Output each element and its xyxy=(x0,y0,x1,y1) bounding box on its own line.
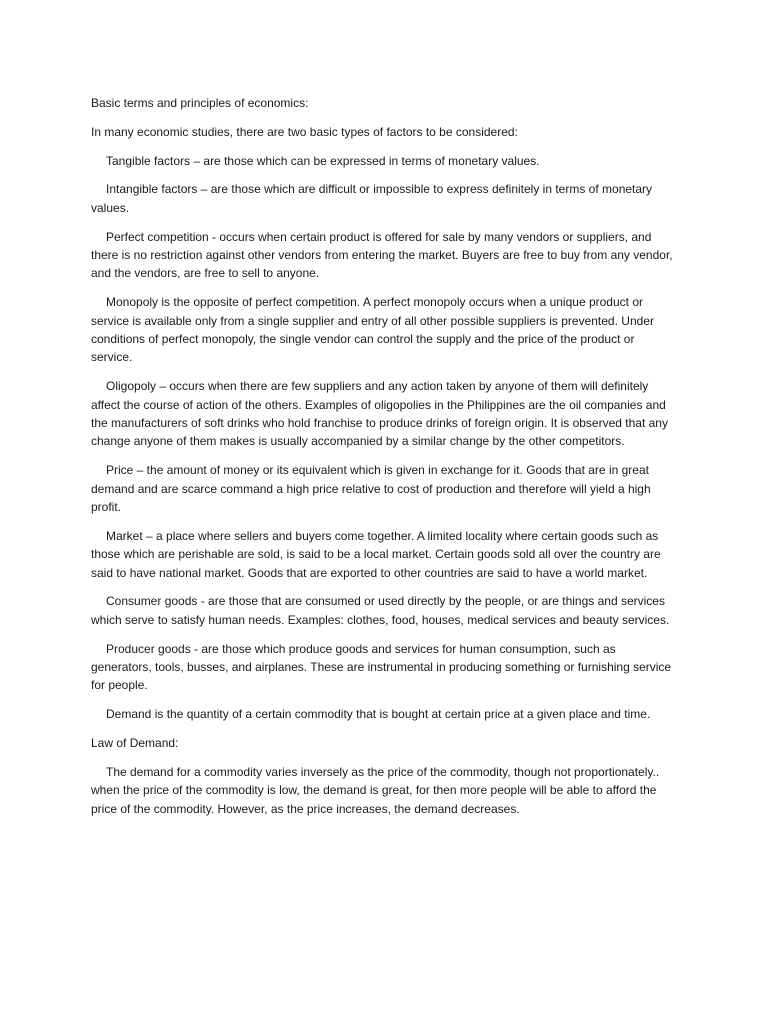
paragraph-producer-goods: Producer goods - are those which produce goods and services for human consumption, such as generators, tools, busses, and airplanes. These are instrumental in producing something or furnishing service for people. xyxy=(91,641,672,693)
paragraph-tangible-factors: Tangible factors – are those which can be expressed in terms of monetary values. xyxy=(106,153,540,168)
intro-paragraph: In many economic studies, there are two basic types of factors to be considered: xyxy=(91,124,518,139)
law-of-demand-heading: Law of Demand: xyxy=(91,736,179,751)
paragraph-monopoly: Monopoly is the opposite of perfect competition. A perfect monopoly occurs when a unique product or service is available only from a single supplier and entry of all other possible suppliers is prevented. Under conditions of perfect monopoly, the single vendor can control the supply and the price of the product or service. xyxy=(91,295,654,365)
paragraph-intangible-factors: Intangible factors – are those which are difficult or impossible to express definitely in terms of monetary values. xyxy=(91,182,653,215)
document-page xyxy=(91,94,679,828)
law-of-demand-paragraph: The demand for a commodity varies inversely as the price of the commodity, though not proportionately.. when the price of the commodity is low, the demand is great, for then more people will be able to afford the price of the commodity. However, as the price increases, the demand decreases. xyxy=(91,764,660,816)
paragraph-perfect-competition: Perfect competition - occurs when certain product is offered for sale by many vendors or suppliers, and there is no restriction against other vendors from entering the market. Buyers are free to buy from any vendor, and the vendors, are free to sell to anyone. xyxy=(91,229,673,281)
paragraph-demand: Demand is the quantity of a certain commodity that is bought at certain price at a given place and time. xyxy=(106,707,651,722)
document-heading: Basic terms and principles of economics: xyxy=(91,96,309,110)
paragraph-oligopoly: Oligopoly – occurs when there are few suppliers and any action taken by anyone of them will definitely affect the course of action of the others. Examples of oligopolies in the Philippines are the oil companies and the manufacturers of soft drinks who hold franchise to produce drinks of foreign origin. It is observed that any change anyone of them makes is usually accompanied by a similar change by the other competitors. xyxy=(91,379,668,449)
paragraph-consumer-goods: Consumer goods - are those that are consumed or used directly by the people, or are things and services which serve to satisfy human needs. Examples: clothes, food, houses, medical services and beauty services. xyxy=(91,594,670,627)
paragraph-market: Market – a place where sellers and buyers come together. A limited locality where certain goods such as those which are perishable are sold, is said to be a local market. Certain goods sold all over the country are said to have national market. Goods that are exported to other countries are said to have a world market. xyxy=(91,528,661,580)
paragraph-price: Price – the amount of money or its equivalent which is given in exchange for it. Goods that are in great demand and are scarce command a high price relative to cost of production and therefore will yield a high profit. xyxy=(91,463,651,515)
